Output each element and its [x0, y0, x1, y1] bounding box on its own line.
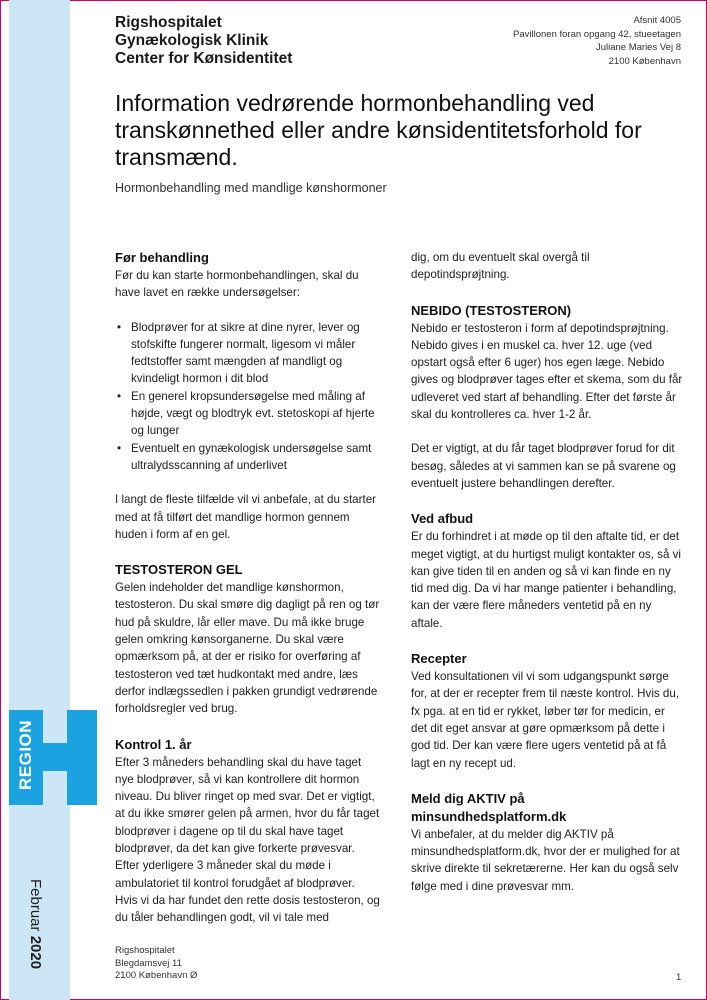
before-outro: I langt de fleste tilfælde vil vi anbefale, at du starter med at få tilført det mandlige hormon gennem huden i form af en gel.: [115, 493, 377, 541]
before-intro: Før du kan starte hormonbehandlingen, skal du have lavet en række undersøgelser:: [115, 269, 359, 300]
section-heading-gel: TESTOSTERON GEL: [115, 562, 243, 578]
side-band: [9, 0, 70, 1000]
section-heading-before: Før behandling: [115, 250, 209, 265]
date-month: Februar: [27, 879, 44, 932]
control-continued: dig, om du eventuelt skal overgå til depotindsprøjtning.: [411, 251, 590, 282]
cancel-body: Er du forhindret i at møde op til den aftalte tid, er det meget vigtigt, at du hurtigst muligt kontakter os, så vi kan give tiden til en anden og så vi kan finde en ny tid med dig. Da vi har mange patienter i behandling, kan der være flere måneders ventetid på en ny aftale.: [411, 530, 682, 630]
list-item: • Blodprøver for at sikre at dine nyrer, lever og stofskifte fungerer normalt, ligesom vi måler fedtstoffer samt mængden af mandligt og kvindeligt hormon i dit blod: [131, 319, 380, 388]
org-name: Rigshospitalet: [115, 14, 222, 31]
section-heading-platform: Meld dig AKTIV på minsundhedsplatform.dk: [411, 790, 567, 824]
document-title: Information vedrørende hormonbehandling ved transkønnethed eller andre kønsidentitetsforhold for transmænd.: [115, 90, 642, 170]
address-line: 2100 København: [608, 55, 681, 67]
address-line: Afsnit 4005: [633, 15, 681, 26]
section-heading-cancel: Ved afbud: [411, 511, 474, 527]
footer-address: [115, 945, 197, 983]
platform-body: Vi anbefaler, at du melder dig AKTIV på minsundhedsplatform.dk, hvor der er mulighed for at skrive direkte til sekretærerne. Her kan du også selv følge med i dine prøvesvar mm.: [411, 827, 680, 893]
date-year: 2020: [27, 935, 44, 970]
gel-body: Gelen indeholder det mandlige kønshormon, testosteron. Du skal smøre dig dagligt på ren og tør hud på skuldre, lår eller mave. Du må ikke bruge gelen omkring kønsorganerne. Du skal være opmærksom på, at der er risiko for overføring af testosteron ved tæt hudkontakt med andre, læs derfor indlægssedlen i pakken grundigt vedrørende forholdsregler ved brug.: [115, 581, 380, 716]
org-clinic: Gynækologisk Klinik: [115, 32, 269, 49]
region-h-logo: [9, 710, 97, 805]
left-column: [115, 249, 380, 927]
nebido-body-1: Nebido er testosteron i form af depotindsprøjtning. Nebido gives i en muskel ca. hver 12. uge (ved opstart også efter 6 uger) hos egen læge. Nebido gives og blodprøver tages efter et skema, som du får udleveret ved start af behandling. Efter det første år skal du kontrolleres ca. hver 1-2 år.: [411, 321, 683, 422]
exam-list: [115, 319, 380, 475]
org-header: [115, 14, 292, 68]
address-header: [513, 14, 681, 68]
footer-line: Blegdamsvej 11: [115, 957, 182, 969]
date-vertical: [27, 879, 43, 969]
section-heading-prescriptions: Recepter: [411, 651, 467, 667]
page-number: 1: [676, 972, 682, 983]
address-line: Pavillonen foran opgang 42, stueetagen: [513, 28, 681, 40]
list-item: • Eventuelt en gynækologisk undersøgelse samt ultralydsscanning af underlivet: [131, 440, 380, 475]
org-center: Center for Kønsidentitet: [115, 50, 293, 67]
section-heading-control: Kontrol 1. år: [115, 736, 192, 752]
list-item: • En generel kropsundersøgelse med måling af højde, vægt og blodtryk evt. stetoskopi af hjerte og lunger: [131, 388, 380, 440]
section-heading-nebido: NEBIDO (TESTOSTERON): [411, 302, 572, 318]
control-body: Efter 3 måneders behandling skal du have taget nye blodprøver, så vi kan kontrollere dit hormon niveau. Du bliver ringet op med svar. Det er vigtigt, at du ikke smører gelen på armen, hvor du får taget blodprøver i dagene op til du skal have taget blodprøver, da det kan give forkerte prøvesvar. Efter yderligere 3 måneder skal du møde i ambulatoriet til kontrol forudgået af blodprøver. Hvis vi da har fundet den rette dosis testosteron, og du tåler behandlingen godt, vil vi tale med: [115, 755, 380, 925]
right-column: [411, 249, 683, 895]
footer-line: 2100 København Ø: [115, 970, 198, 981]
nebido-body-2: Det er vigtigt, at du får taget blodprøver forud for dit besøg, således at vi sammen kan se på svarene og eventuelt justere behandlingen derefter.: [411, 442, 676, 490]
region-label: REGION: [16, 719, 35, 790]
document-subtitle: Hormonbehandling med mandlige kønshormoner: [115, 181, 387, 195]
address-line: Juliane Maries Vej 8: [595, 42, 681, 53]
footer-line: Rigshospitalet: [115, 945, 175, 956]
prescriptions-body: Ved konsultationen vil vi som udgangspunkt sørge for, at der er recepter frem til næste kontrol. Hvis du, fx pga. at en tid er rykket, løber tør for medicin, er det dit eget ansvar at gøre opmærksom på dette i god tid. Der kan være flere ugers ventetid på at få lagt en ny recept ud.: [411, 670, 680, 770]
